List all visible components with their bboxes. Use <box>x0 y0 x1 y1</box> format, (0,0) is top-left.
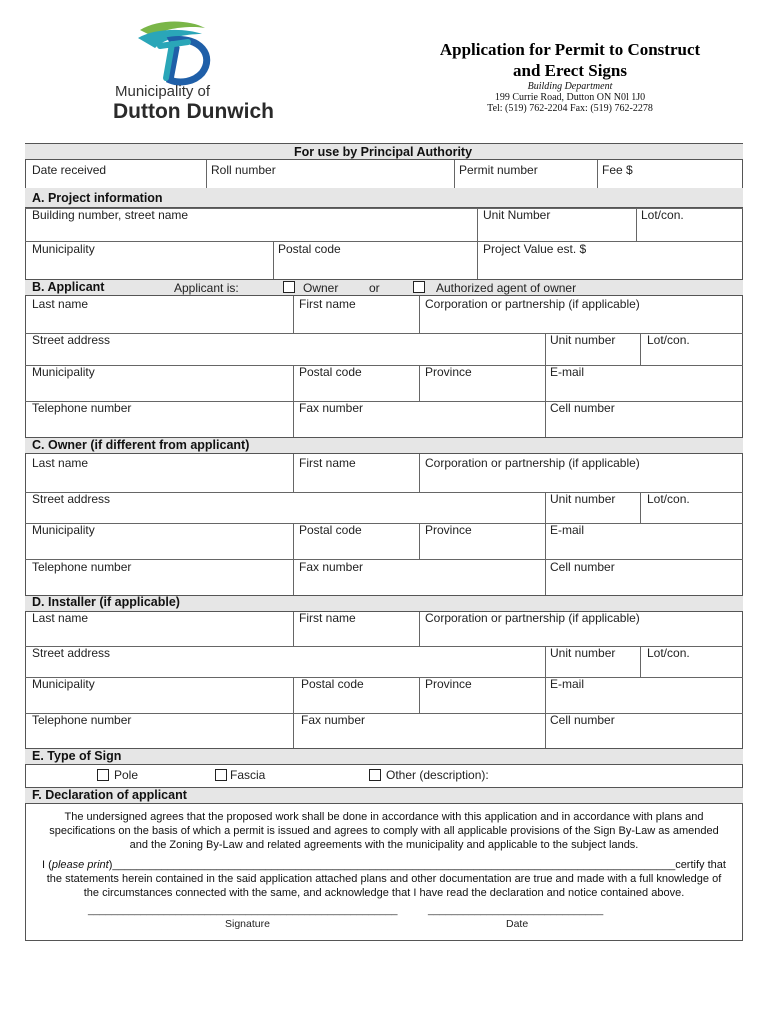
b-fax-field[interactable]: Fax number <box>299 401 364 415</box>
b-first-name-field[interactable]: First name <box>299 297 356 311</box>
b-last-name-field[interactable]: Last name <box>32 297 89 311</box>
d-email-field[interactable]: E-mail <box>550 677 585 691</box>
section-e-bar <box>25 748 743 765</box>
b-corporation-field[interactable]: Corporation or partnership (if applicable) <box>425 297 640 311</box>
date-label: Date <box>506 918 529 930</box>
b-cell-field[interactable]: Cell number <box>550 401 615 415</box>
d-municipality-field[interactable]: Municipality <box>32 677 95 691</box>
c-fax-field[interactable]: Fax number <box>299 560 364 574</box>
c-unit-number-field[interactable]: Unit number <box>550 492 616 506</box>
print-name-line[interactable]: I (please print)____________________________________________________________________________________________certify that <box>42 859 726 871</box>
logo-text-dutton-dunwich: Dutton Dunwich <box>113 100 274 123</box>
form-title-line1: Application for Permit to Construct <box>439 40 701 59</box>
section-c-title: C. Owner (if different from applicant) <box>32 438 250 452</box>
signature-line[interactable]: _____________________________________________________ <box>88 904 398 916</box>
d-postal-code-field[interactable]: Postal code <box>301 677 364 691</box>
d-street-address-field[interactable]: Street address <box>32 646 111 660</box>
d-corporation-field[interactable]: Corporation or partnership (if applicable) <box>425 611 640 625</box>
c-postal-code-field[interactable]: Postal code <box>299 523 362 537</box>
d-last-name-field[interactable]: Last name <box>32 611 89 625</box>
b-unit-number-field[interactable]: Unit number <box>550 333 616 347</box>
b-postal-code-field[interactable]: Postal code <box>299 365 362 379</box>
date-received-field[interactable]: Date received <box>32 163 107 177</box>
d-fax-field[interactable]: Fax number <box>301 713 366 727</box>
pole-label: Pole <box>114 768 139 782</box>
b-province-field[interactable]: Province <box>425 365 472 379</box>
lot-con-field[interactable]: Lot/con. <box>641 208 684 222</box>
d-unit-number-field[interactable]: Unit number <box>550 646 616 660</box>
d-first-name-field[interactable]: First name <box>299 611 356 625</box>
pole-checkbox[interactable] <box>97 769 109 781</box>
municipality-field[interactable]: Municipality <box>32 242 95 256</box>
b-municipality-field[interactable]: Municipality <box>32 365 95 379</box>
c-lot-con-field[interactable]: Lot/con. <box>647 492 690 506</box>
d-telephone-field[interactable]: Telephone number <box>32 713 132 727</box>
c-last-name-field[interactable]: Last name <box>32 456 89 470</box>
c-street-address-field[interactable]: Street address <box>32 492 111 506</box>
agent-checkbox[interactable] <box>413 281 425 293</box>
permit-number-field[interactable]: Permit number <box>459 163 538 177</box>
c-municipality-field[interactable]: Municipality <box>32 523 95 537</box>
other-checkbox[interactable] <box>369 769 381 781</box>
address: 199 Currie Road, Dutton ON N0l 1J0 <box>494 92 646 103</box>
department: Building Department <box>527 81 613 92</box>
logo-text-municipality: Municipality of <box>115 83 211 100</box>
b-street-address-field[interactable]: Street address <box>32 333 111 347</box>
d-cell-field[interactable]: Cell number <box>550 713 615 727</box>
owner-checkbox[interactable] <box>283 281 295 293</box>
applicant-is-label: Applicant is: <box>174 281 239 295</box>
date-line[interactable]: ______________________________ <box>428 904 604 916</box>
section-f-title: F. Declaration of applicant <box>32 788 187 802</box>
declaration-line3: and the Zoning By-Law and related agreements with the municipality and applicable to the subject lands. <box>129 839 639 851</box>
agent-label: Authorized agent of owner <box>436 281 577 295</box>
fascia-checkbox[interactable] <box>215 769 227 781</box>
b-email-field[interactable]: E-mail <box>550 365 585 379</box>
declaration-line1: The undersigned agrees that the proposed work shall be done in accordance with this application and in accordance with plans and <box>64 811 704 823</box>
authority-title: For use by Principal Authority <box>294 145 473 159</box>
section-e-title: E. Type of Sign <box>32 749 122 763</box>
section-b-title: B. Applicant <box>32 280 105 294</box>
declaration-line5: the statements herein contained in the said application attached plans and other documentation are true and made with a full knowledge of <box>46 873 722 885</box>
postal-code-field[interactable]: Postal code <box>278 242 341 256</box>
c-province-field[interactable]: Province <box>425 523 472 537</box>
unit-number-field[interactable]: Unit Number <box>483 208 551 222</box>
project-value-field[interactable]: Project Value est. $ <box>483 242 587 256</box>
building-number-field[interactable]: Building number, street name <box>32 208 189 222</box>
b-lot-con-field[interactable]: Lot/con. <box>647 333 690 347</box>
form-title-line2: and Erect Signs <box>513 61 627 80</box>
declaration-line6: the circumstances connected with the same, and acknowledge that I have read the declaration and notice contained above. <box>83 887 685 899</box>
c-corporation-field[interactable]: Corporation or partnership (if applicable) <box>425 456 640 470</box>
owner-label: Owner <box>303 281 339 295</box>
d-province-field[interactable]: Province <box>425 677 472 691</box>
section-a-title: A. Project information <box>32 191 163 205</box>
fascia-label: Fascia <box>230 768 266 782</box>
c-email-field[interactable]: E-mail <box>550 523 585 537</box>
section-b-bar <box>25 279 743 296</box>
declaration-line2: specifications on the basis of which a permit is issued and agrees to comply with all applicable provisions of the Sign By-Law as amended <box>49 825 719 837</box>
c-first-name-field[interactable]: First name <box>299 456 356 470</box>
phone-fax: Tel: (519) 762-2204 Fax: (519) 762-2278 <box>487 103 653 114</box>
other-label: Other (description): <box>386 768 489 782</box>
d-lot-con-field[interactable]: Lot/con. <box>647 646 690 660</box>
c-cell-field[interactable]: Cell number <box>550 560 615 574</box>
roll-number-field[interactable]: Roll number <box>211 163 276 177</box>
b-telephone-field[interactable]: Telephone number <box>32 401 132 415</box>
fee-field[interactable]: Fee $ <box>602 163 633 177</box>
c-telephone-field[interactable]: Telephone number <box>32 560 132 574</box>
section-d-title: D. Installer (if applicable) <box>32 595 180 609</box>
or-label: or <box>369 281 380 295</box>
signature-label: Signature <box>225 918 270 930</box>
